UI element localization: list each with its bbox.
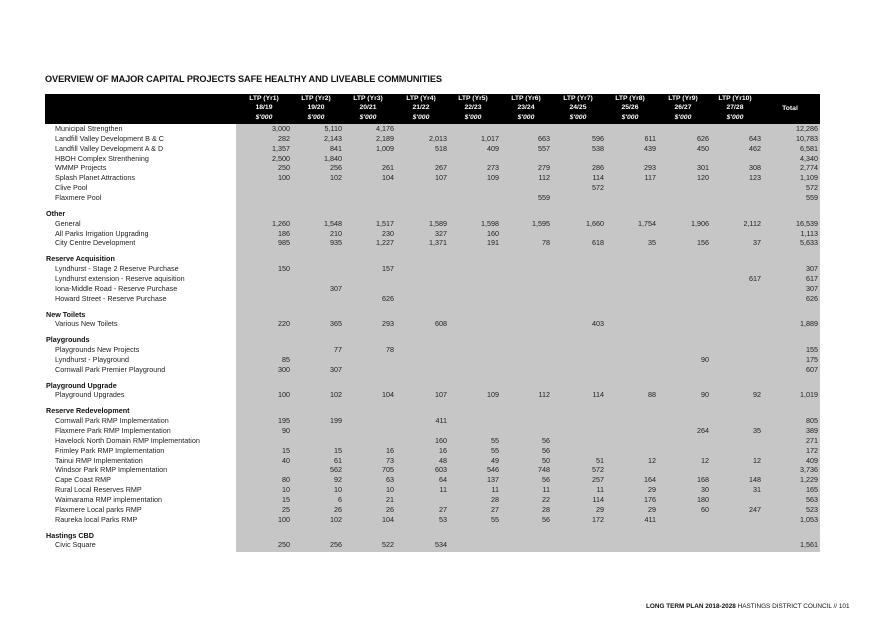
cell-yr2: 102 bbox=[330, 514, 342, 524]
row-label: City Centre Development bbox=[55, 238, 136, 248]
cell-yr2: 10 bbox=[334, 485, 342, 495]
cell-total: 3,736 bbox=[800, 465, 818, 475]
cell-yr9: 264 bbox=[697, 426, 709, 435]
cell-yr4: 267 bbox=[435, 163, 447, 173]
cell-total: 16,539 bbox=[796, 218, 818, 228]
row-label: Clive Pool bbox=[55, 183, 88, 193]
cell-yr3: 261 bbox=[382, 163, 394, 173]
cell-yr5: 109 bbox=[487, 173, 499, 183]
column-header-total: Total bbox=[782, 105, 798, 112]
cell-yr3: 10 bbox=[386, 485, 394, 495]
cell-yr7: 11 bbox=[596, 485, 604, 495]
cell-yr7: 114 bbox=[592, 494, 604, 504]
page-title: OVERVIEW OF MAJOR CAPITAL PROJECTS SAFE HEALTHY AND LIVEABLE COMMUNITIES bbox=[45, 74, 442, 84]
row-label: All Parks Irrigation Upgrading bbox=[55, 228, 149, 238]
cell-total: 6,581 bbox=[800, 143, 818, 153]
cell-yr3: 1,517 bbox=[376, 218, 394, 228]
cell-yr6: 50 bbox=[542, 455, 550, 465]
row-label: Civic Square bbox=[55, 540, 96, 550]
cell-yr10: 148 bbox=[749, 475, 761, 485]
cell-total: 389 bbox=[806, 426, 818, 435]
cell-yr2: 841 bbox=[330, 143, 342, 153]
cell-yr9: 12 bbox=[701, 455, 709, 465]
cell-yr3: 1,009 bbox=[376, 143, 394, 153]
cell-yr7: 596 bbox=[592, 133, 604, 143]
cell-yr9: 180 bbox=[697, 494, 709, 504]
cell-yr6: 1,595 bbox=[532, 218, 550, 228]
table-header bbox=[45, 94, 820, 124]
cell-yr3: 230 bbox=[382, 228, 394, 238]
cell-total: 1,113 bbox=[800, 228, 818, 238]
cell-yr10: 35 bbox=[753, 426, 761, 435]
cell-total: 4,340 bbox=[800, 153, 818, 163]
cell-total: 563 bbox=[806, 494, 818, 504]
column-header-yr7: LTP (Yr7) 24/25 $'000 bbox=[563, 95, 593, 121]
cell-yr8: 1,754 bbox=[638, 218, 656, 228]
category-label: Reserve Acquisition bbox=[46, 254, 115, 264]
cell-yr4: 53 bbox=[439, 514, 447, 524]
cell-yr2: 199 bbox=[330, 416, 342, 426]
cell-yr10: 12 bbox=[753, 455, 761, 465]
cell-yr9: 60 bbox=[701, 504, 709, 514]
cell-yr1: 250 bbox=[278, 540, 290, 550]
column-header-yr10: LTP (Yr10) 27/28 $'000 bbox=[718, 95, 752, 121]
cell-yr6: 663 bbox=[538, 133, 550, 143]
cell-yr1: 10 bbox=[282, 485, 290, 495]
row-label: Flaxmere Local parks RMP bbox=[55, 504, 142, 514]
cell-total: 12,286 bbox=[796, 124, 818, 133]
cell-yr3: 63 bbox=[386, 475, 394, 485]
cell-yr2: 61 bbox=[334, 455, 342, 465]
cell-yr5: 109 bbox=[487, 390, 499, 400]
category-label: Playgrounds bbox=[46, 335, 90, 345]
cell-yr4: 411 bbox=[435, 416, 447, 426]
cell-yr3: 157 bbox=[382, 264, 394, 273]
cell-yr2: 1,548 bbox=[324, 218, 342, 228]
cell-yr1: 90 bbox=[282, 426, 290, 435]
column-header-yr6: LTP (Yr6) 23/24 $'000 bbox=[511, 95, 541, 121]
cell-yr2: 935 bbox=[330, 238, 342, 248]
cell-yr5: 160 bbox=[487, 228, 499, 238]
cell-yr3: 4,176 bbox=[376, 124, 394, 133]
cell-total: 172 bbox=[806, 445, 818, 455]
category-label: Hastings CBD bbox=[46, 530, 94, 540]
cell-yr7: 286 bbox=[592, 163, 604, 173]
row-label: Landfill Valley Development A & D bbox=[55, 143, 164, 153]
row-label: Raureka local Parks RMP bbox=[55, 514, 138, 524]
cell-yr3: 104 bbox=[382, 514, 394, 524]
row-label: Cape Coast RMP bbox=[55, 475, 111, 485]
cell-yr9: 626 bbox=[697, 133, 709, 143]
cell-yr4: 107 bbox=[435, 390, 447, 400]
cell-yr1: 25 bbox=[282, 504, 290, 514]
cell-yr1: 985 bbox=[278, 238, 290, 248]
row-label: Howard Street - Reserve Purchase bbox=[55, 293, 167, 303]
cell-yr1: 300 bbox=[278, 364, 290, 374]
cell-yr1: 250 bbox=[278, 163, 290, 173]
cell-yr4: 11 bbox=[439, 485, 447, 495]
cell-yr6: 559 bbox=[538, 192, 550, 202]
cell-yr9: 30 bbox=[701, 485, 709, 495]
cell-total: 5,633 bbox=[800, 238, 818, 248]
column-header-yr2: LTP (Yr2) 19/20 $'000 bbox=[301, 95, 331, 121]
cell-yr5: 137 bbox=[487, 475, 499, 485]
cell-yr6: 56 bbox=[542, 445, 550, 455]
cell-yr3: 104 bbox=[382, 390, 394, 400]
row-label: HBOH Complex Strenthening bbox=[55, 153, 149, 163]
category-label: Playground Upgrade bbox=[46, 380, 117, 390]
cell-yr5: 27 bbox=[491, 504, 499, 514]
cell-yr2: 5,110 bbox=[324, 124, 342, 133]
cell-yr5: 55 bbox=[491, 445, 499, 455]
cell-yr8: 88 bbox=[648, 390, 656, 400]
cell-yr3: 73 bbox=[386, 455, 394, 465]
cell-yr4: 48 bbox=[439, 455, 447, 465]
cell-yr2: 1,840 bbox=[324, 153, 342, 163]
cell-yr3: 705 bbox=[382, 465, 394, 475]
cell-yr4: 160 bbox=[435, 435, 447, 445]
cell-yr8: 164 bbox=[644, 475, 656, 485]
row-label: Cornwall Park RMP Implementation bbox=[55, 416, 169, 426]
cell-yr4: 16 bbox=[439, 445, 447, 455]
row-label: Lyndhurst - Playground bbox=[55, 354, 130, 364]
cell-total: 572 bbox=[806, 183, 818, 193]
cell-yr4: 327 bbox=[435, 228, 447, 238]
cell-yr5: 273 bbox=[487, 163, 499, 173]
cell-yr2: 210 bbox=[330, 228, 342, 238]
cell-yr1: 220 bbox=[278, 319, 290, 329]
cell-yr9: 1,906 bbox=[691, 218, 709, 228]
cell-yr7: 29 bbox=[596, 504, 604, 514]
cell-yr5: 28 bbox=[491, 494, 499, 504]
row-label: WMMP Projects bbox=[55, 163, 107, 173]
cell-yr4: 2,013 bbox=[429, 133, 447, 143]
cell-total: 1,561 bbox=[800, 540, 818, 550]
cell-yr6: 78 bbox=[542, 238, 550, 248]
cell-yr10: 462 bbox=[749, 143, 761, 153]
cell-yr3: 522 bbox=[382, 540, 394, 550]
cell-yr9: 450 bbox=[697, 143, 709, 153]
cell-total: 2,774 bbox=[800, 163, 818, 173]
cell-yr4: 64 bbox=[439, 475, 447, 485]
cell-yr1: 195 bbox=[278, 416, 290, 426]
cell-yr9: 168 bbox=[697, 475, 709, 485]
cell-yr1: 100 bbox=[278, 390, 290, 400]
cell-yr7: 172 bbox=[592, 514, 604, 524]
row-label: Splash Planet Attractions bbox=[55, 173, 135, 183]
row-label: Flaxmere Park RMP Implementation bbox=[55, 426, 171, 435]
cell-yr5: 55 bbox=[491, 435, 499, 445]
column-header-yr1: LTP (Yr1) 18/19 $'000 bbox=[249, 95, 279, 121]
cell-yr2: 307 bbox=[330, 364, 342, 374]
cell-yr1: 2,500 bbox=[272, 153, 290, 163]
column-header-yr4: LTP (Yr4) 21/22 $'000 bbox=[406, 95, 436, 121]
cell-yr1: 80 bbox=[282, 475, 290, 485]
cell-yr5: 1,598 bbox=[481, 218, 499, 228]
cell-yr10: 2,112 bbox=[743, 218, 761, 228]
cell-yr2: 92 bbox=[334, 475, 342, 485]
cell-yr10: 247 bbox=[749, 504, 761, 514]
cell-total: 607 bbox=[806, 364, 818, 374]
row-label: Frimley Park RMP Implementation bbox=[55, 445, 165, 455]
row-label: Flaxmere Pool bbox=[55, 192, 102, 202]
cell-yr4: 608 bbox=[435, 319, 447, 329]
cell-yr7: 114 bbox=[592, 173, 604, 183]
cell-yr3: 293 bbox=[382, 319, 394, 329]
cell-total: 1,019 bbox=[800, 390, 818, 400]
cell-yr5: 11 bbox=[491, 485, 499, 495]
cell-yr7: 618 bbox=[592, 238, 604, 248]
cell-yr1: 1,260 bbox=[272, 218, 290, 228]
cell-yr4: 107 bbox=[435, 173, 447, 183]
cell-yr5: 55 bbox=[491, 514, 499, 524]
cell-yr1: 100 bbox=[278, 514, 290, 524]
cell-yr6: 112 bbox=[538, 173, 550, 183]
cell-yr8: 35 bbox=[648, 238, 656, 248]
column-header-yr8: LTP (Yr8) 25/26 $'000 bbox=[615, 95, 645, 121]
cell-yr3: 16 bbox=[386, 445, 394, 455]
column-header-yr5: LTP (Yr5) 22/23 $'000 bbox=[458, 95, 488, 121]
row-label: Windsor Park RMP Implementation bbox=[55, 465, 168, 475]
cell-yr2: 102 bbox=[330, 390, 342, 400]
cell-yr7: 51 bbox=[596, 455, 604, 465]
row-label: Landfill Valley Development B & C bbox=[55, 133, 164, 143]
cell-yr7: 114 bbox=[592, 390, 604, 400]
cell-yr6: 56 bbox=[542, 475, 550, 485]
cell-yr10: 308 bbox=[749, 163, 761, 173]
cell-yr9: 90 bbox=[701, 354, 709, 364]
cell-yr8: 411 bbox=[644, 514, 656, 524]
page-footer bbox=[646, 603, 850, 610]
cell-yr2: 77 bbox=[334, 345, 342, 354]
cell-yr10: 123 bbox=[749, 173, 761, 183]
cell-yr3: 78 bbox=[386, 345, 394, 354]
row-label: Lyndhurst - Stage 2 Reserve Purchase bbox=[55, 264, 179, 273]
cell-yr8: 29 bbox=[648, 504, 656, 514]
cell-yr4: 27 bbox=[439, 504, 447, 514]
row-label: Waimarama RMP implementation bbox=[55, 494, 163, 504]
cell-yr2: 2,143 bbox=[324, 133, 342, 143]
cell-yr2: 6 bbox=[338, 494, 342, 504]
cell-yr5: 409 bbox=[487, 143, 499, 153]
footer-plan: LONG TERM PLAN 2018-2028 bbox=[646, 603, 736, 610]
cell-yr7: 572 bbox=[592, 183, 604, 193]
footer-council: HASTINGS DISTRICT COUNCIL // 101 bbox=[737, 603, 850, 610]
cell-yr8: 29 bbox=[648, 485, 656, 495]
row-label: Tainui RMP Implementation bbox=[55, 455, 143, 465]
cell-yr6: 112 bbox=[538, 390, 550, 400]
cell-yr5: 191 bbox=[487, 238, 499, 248]
cell-yr2: 562 bbox=[330, 465, 342, 475]
cell-yr4: 518 bbox=[435, 143, 447, 153]
column-header-yr9: LTP (Yr9) 26/27 $'000 bbox=[668, 95, 698, 121]
row-label: Cornwall Park Premier Playground bbox=[55, 364, 166, 374]
category-label: Reserve Redevelopment bbox=[46, 406, 130, 416]
cell-total: 155 bbox=[806, 345, 818, 354]
cell-yr1: 15 bbox=[282, 494, 290, 504]
cell-yr2: 256 bbox=[330, 163, 342, 173]
row-label: Various New Toilets bbox=[55, 319, 118, 329]
row-label: Havelock North Domain RMP Implementation bbox=[55, 435, 200, 445]
category-label: New Toilets bbox=[46, 309, 86, 319]
cell-yr7: 572 bbox=[592, 465, 604, 475]
cell-yr1: 186 bbox=[278, 228, 290, 238]
cell-yr1: 40 bbox=[282, 455, 290, 465]
cell-yr9: 90 bbox=[701, 390, 709, 400]
cell-yr8: 176 bbox=[644, 494, 656, 504]
category-label: Other bbox=[46, 208, 66, 218]
cell-total: 307 bbox=[806, 264, 818, 273]
cell-yr7: 257 bbox=[592, 475, 604, 485]
cell-yr2: 307 bbox=[330, 283, 342, 293]
cell-yr2: 26 bbox=[334, 504, 342, 514]
cell-total: 175 bbox=[806, 354, 818, 364]
cell-total: 626 bbox=[806, 293, 818, 303]
cell-yr9: 156 bbox=[697, 238, 709, 248]
cell-total: 10,783 bbox=[796, 133, 818, 143]
cell-yr10: 617 bbox=[749, 273, 761, 283]
cell-yr10: 31 bbox=[753, 485, 761, 495]
row-label: Iona-Middle Road - Reserve Purchase bbox=[55, 283, 178, 293]
cell-yr7: 1,660 bbox=[586, 218, 604, 228]
cell-total: 1,053 bbox=[800, 514, 818, 524]
row-label: Lyndhurst extension - Reserve aquisition bbox=[55, 273, 185, 283]
cell-yr3: 2,189 bbox=[376, 133, 394, 143]
cell-total: 1,889 bbox=[800, 319, 818, 329]
cell-total: 409 bbox=[806, 455, 818, 465]
cell-total: 617 bbox=[806, 273, 818, 283]
cell-yr5: 546 bbox=[487, 465, 499, 475]
cell-yr3: 26 bbox=[386, 504, 394, 514]
cell-yr1: 15 bbox=[282, 445, 290, 455]
cell-yr4: 603 bbox=[435, 465, 447, 475]
cell-yr9: 120 bbox=[697, 173, 709, 183]
cell-yr1: 1,357 bbox=[272, 143, 290, 153]
cell-yr6: 11 bbox=[542, 485, 550, 495]
row-label: Playground Upgrades bbox=[55, 390, 125, 400]
cell-yr8: 439 bbox=[644, 143, 656, 153]
cell-yr1: 282 bbox=[278, 133, 290, 143]
cell-yr2: 102 bbox=[330, 173, 342, 183]
row-label: Rural Local Reserves RMP bbox=[55, 485, 142, 495]
cell-yr3: 1,227 bbox=[376, 238, 394, 248]
cell-total: 523 bbox=[806, 504, 818, 514]
cell-yr6: 279 bbox=[538, 163, 550, 173]
cell-yr5: 1,017 bbox=[481, 133, 499, 143]
cell-yr2: 256 bbox=[330, 540, 342, 550]
cell-yr6: 28 bbox=[542, 504, 550, 514]
cell-yr6: 56 bbox=[542, 435, 550, 445]
cell-yr8: 117 bbox=[644, 173, 656, 183]
cell-yr1: 150 bbox=[278, 264, 290, 273]
cell-yr6: 56 bbox=[542, 514, 550, 524]
row-label: General bbox=[55, 218, 81, 228]
cell-yr1: 3,000 bbox=[272, 124, 290, 133]
column-header-yr3: LTP (Yr3) 20/21 $'000 bbox=[353, 95, 383, 121]
cell-yr10: 37 bbox=[753, 238, 761, 248]
cell-yr7: 403 bbox=[592, 319, 604, 329]
cell-yr8: 611 bbox=[644, 133, 656, 143]
cell-yr10: 92 bbox=[753, 390, 761, 400]
cell-total: 307 bbox=[806, 283, 818, 293]
cell-total: 559 bbox=[806, 192, 818, 202]
cell-total: 271 bbox=[806, 435, 818, 445]
cell-yr6: 748 bbox=[538, 465, 550, 475]
cell-yr2: 365 bbox=[330, 319, 342, 329]
cell-yr1: 85 bbox=[282, 354, 290, 364]
cell-yr10: 643 bbox=[749, 133, 761, 143]
cell-yr3: 104 bbox=[382, 173, 394, 183]
cell-yr8: 12 bbox=[648, 455, 656, 465]
cell-yr8: 293 bbox=[644, 163, 656, 173]
cell-yr1: 100 bbox=[278, 173, 290, 183]
cell-yr5: 49 bbox=[491, 455, 499, 465]
cell-total: 165 bbox=[806, 485, 818, 495]
cell-yr6: 22 bbox=[542, 494, 550, 504]
row-label: Playgrounds New Projects bbox=[55, 345, 140, 354]
cell-total: 1,109 bbox=[800, 173, 818, 183]
cell-total: 1,229 bbox=[800, 475, 818, 485]
cell-yr4: 534 bbox=[435, 540, 447, 550]
cell-yr2: 15 bbox=[334, 445, 342, 455]
cell-yr6: 557 bbox=[538, 143, 550, 153]
cell-total: 805 bbox=[806, 416, 818, 426]
cell-yr4: 1,371 bbox=[429, 238, 447, 248]
cell-yr3: 626 bbox=[382, 293, 394, 303]
cell-yr3: 21 bbox=[386, 494, 394, 504]
cell-yr7: 538 bbox=[592, 143, 604, 153]
cell-yr9: 301 bbox=[697, 163, 709, 173]
row-label: Municipal Strengthen bbox=[55, 124, 123, 133]
cell-yr4: 1,589 bbox=[429, 218, 447, 228]
